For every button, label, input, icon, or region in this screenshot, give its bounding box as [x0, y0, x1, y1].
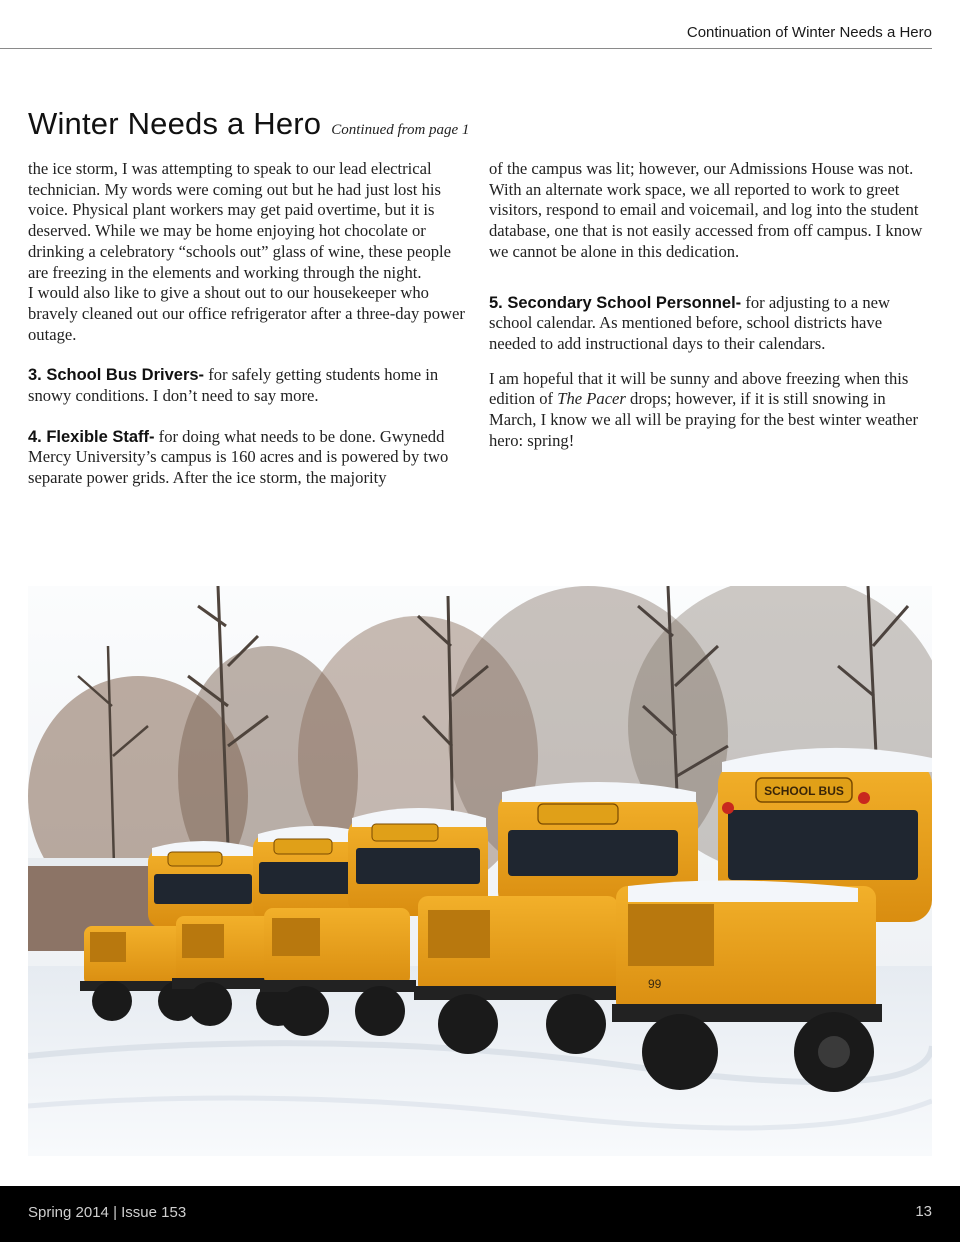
paragraph: I would also like to give a shout out to our housekeeper who bravely cleaned out our office refrigerator after a three-day power outage. [28, 283, 465, 344]
school-buses-photo [28, 586, 932, 1156]
footer-bar [0, 1186, 960, 1242]
text-run: drops; however, if it is still snowing in March, I know we all will be praying for the best winter weather hero: spring! [489, 389, 918, 450]
item-lead: 5. Secondary School Personnel- [489, 293, 742, 312]
page-number: 13 [915, 1203, 932, 1220]
paragraph: the ice storm, I was attempting to speak to our lead electrical technician. My words were coming out but he had just lost his voice. Physical plant workers may get paid overtime, but it is deserved. While we may be home enjoying hot chocolate or drinking a celebratory “schools out” glass of wine, these people are freezing in the elements and working through the night. [28, 159, 452, 282]
item-lead: 3. School Bus Drivers- [28, 366, 205, 385]
publication-name: The Pacer [557, 389, 626, 409]
paragraph: of the campus was lit; however, our Admissions House was not. With an alternate work space, we all reported to work to greet visitors, respond to email and voicemail, and log into the student database, one that is not easily accessed from off campus. I know we cannot be alone in this dedication. [489, 159, 923, 261]
text-run: I am hopeful that it will be sunny and above freezing when this edition of [489, 368, 909, 409]
running-header: Continuation of Winter Needs a Hero [686, 24, 932, 41]
list-item-school-bus-drivers [28, 365, 474, 406]
issue-label: Spring 2014 | Issue 153 [28, 1204, 187, 1221]
continued-note: Continued from page 1 [331, 122, 470, 138]
bus-sign-text: SCHOOL BUS [764, 784, 844, 798]
fleet-number-99: 99 [648, 977, 662, 991]
header-divider [0, 48, 932, 49]
right-column [489, 159, 933, 451]
left-column [28, 159, 474, 489]
item-text: for doing what needs to be done. Gwynedd Mercy University’s campus is 160 acres and is powered by two separate power grids. After the ice storm, the majority [28, 426, 449, 488]
item-lead: 4. Flexible Staff- [28, 427, 155, 446]
item-text: for safely getting students home in snowy conditions. I don’t need to say more. [28, 365, 439, 406]
paragraph [489, 369, 933, 452]
list-item-secondary-school-personnel [489, 293, 933, 355]
article-title-text: Winter Needs a Hero [28, 106, 322, 141]
article-title [28, 106, 469, 142]
item-text: for adjusting to a new school calendar. As mentioned before, school districts have needed to add instructional days to their calendars. [489, 292, 891, 353]
list-item-flexible-staff [28, 427, 474, 489]
